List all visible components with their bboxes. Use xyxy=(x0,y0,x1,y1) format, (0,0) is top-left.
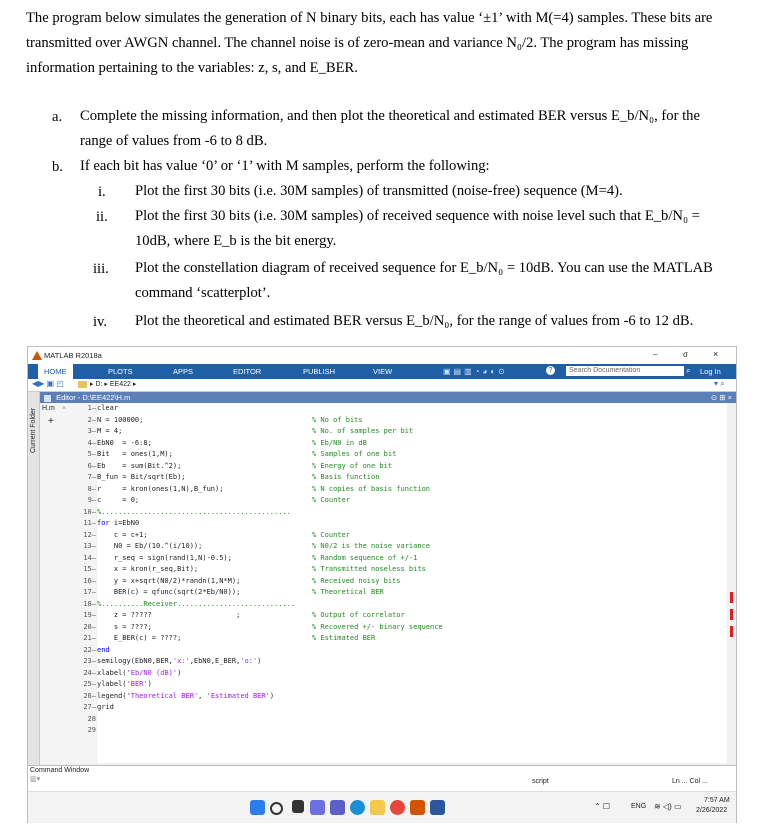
line-number: 2– xyxy=(87,415,96,424)
item-ii-line-2: 10dB, where E_b is the bit energy. xyxy=(135,233,337,249)
file-tab[interactable]: H.m xyxy=(42,405,55,412)
code-line[interactable] xyxy=(97,461,727,473)
code-text: EbN0 = -6:8; xyxy=(97,438,152,447)
part-a-label: a. xyxy=(52,109,63,125)
line-number: 25– xyxy=(83,680,96,688)
warning-marker[interactable] xyxy=(730,592,733,603)
window-title: MATLAB R2018a xyxy=(44,351,102,360)
code-comment: % Transmitted noseless bits xyxy=(312,565,426,573)
line-number: 8– xyxy=(87,484,96,493)
line-number: 13– xyxy=(83,542,96,550)
search-taskbar-icon[interactable] xyxy=(270,802,283,815)
code-text: c = c+1; xyxy=(97,530,148,539)
tab-plots[interactable]: PLOTS xyxy=(108,367,133,376)
code-text: s = ????; xyxy=(97,622,152,631)
code-line[interactable] xyxy=(97,541,727,553)
code-text: E_BER(c) = ????; xyxy=(97,634,182,642)
line-number: 26– xyxy=(83,691,96,700)
code-comment: % Basis function xyxy=(312,473,380,481)
network-volume-battery-icons[interactable]: ≋ ◁) ▭ xyxy=(654,802,682,811)
part-a-line-1: Complete the missing information, and then plot the theoretical and estimated BER versus E_b/N₀, for the xyxy=(80,108,700,124)
code-line[interactable] xyxy=(97,576,727,588)
code-line[interactable] xyxy=(97,587,727,599)
item-iii-label: iii. xyxy=(93,261,109,277)
widgets-icon[interactable] xyxy=(310,800,325,815)
item-ii xyxy=(135,204,738,254)
code-text: clear xyxy=(97,404,119,412)
item-iii xyxy=(135,256,738,306)
maximize-button[interactable]: σ xyxy=(683,350,688,359)
part-b-label: b. xyxy=(52,159,63,175)
code-line[interactable] xyxy=(97,426,727,438)
line-number: 24– xyxy=(83,668,96,677)
current-folder-sidebar[interactable] xyxy=(28,392,40,804)
code-line[interactable] xyxy=(97,610,727,622)
part-a-line-2: range of values from -6 to 8 dB. xyxy=(80,133,268,149)
code-text: y = x+sqrt(N0/2)*randn(1,N*M); xyxy=(97,576,241,585)
line-number: 16– xyxy=(83,576,96,585)
toolbar-icons[interactable]: ▣▤▥◔◕◐⊙ xyxy=(443,367,508,376)
code-text: end xyxy=(97,645,110,654)
line-number: 7– xyxy=(87,473,96,481)
item-iv-line-1: Plot the theoretical and estimated BER versus E_b/N₀, for the range of values from -6 to 12 dB. xyxy=(135,313,694,329)
code-comment: % Recovered +/- binary sequence xyxy=(312,622,443,631)
item-iv-label: iv. xyxy=(93,314,108,330)
warning-marker[interactable] xyxy=(730,609,733,620)
intro-line-3: information pertaining to the variables: z, s, and E_BER. xyxy=(26,60,358,76)
language-indicator[interactable]: ENG xyxy=(631,803,647,810)
clock-date[interactable]: 2/26/2022 xyxy=(696,807,728,814)
code-text: Bit = ones(1,M); xyxy=(97,450,173,458)
code-line[interactable] xyxy=(97,668,727,680)
code-text: xlabel('Eb/N0 (dB)') xyxy=(97,668,182,677)
code-line[interactable] xyxy=(97,449,727,461)
code-line[interactable] xyxy=(97,438,727,450)
code-text: semilogy(EbN0,BER,'x:',EbN0,E_BER,'o:') xyxy=(97,657,262,665)
code-text: B_fun = Bit/sqrt(Eb); xyxy=(97,473,186,481)
nav-arrows-icon[interactable]: ◀▶ ▣ ◰ xyxy=(32,379,64,388)
code-line[interactable] xyxy=(97,599,727,611)
code-text: ylabel('BER') xyxy=(97,680,152,688)
line-number: 15– xyxy=(83,565,96,573)
current-folder-label[interactable]: Current Folder xyxy=(30,407,37,453)
line-number: 17– xyxy=(83,588,96,596)
code-text: N0 = Eb/(10.^(i/10)); xyxy=(97,542,203,550)
line-numbers xyxy=(70,403,96,763)
code-line[interactable] xyxy=(97,633,727,645)
code-text: c = 0; xyxy=(97,496,140,504)
code-text: grid xyxy=(97,703,114,711)
code-line[interactable] xyxy=(97,564,727,576)
item-iv xyxy=(135,309,738,334)
code-comment: % Energy of one bit xyxy=(312,461,393,470)
code-editor[interactable] xyxy=(97,403,727,763)
code-comment: % Output of correlator xyxy=(312,611,405,619)
code-text: N = 100000; xyxy=(97,415,144,424)
line-number: 10– xyxy=(83,507,96,516)
address-bar xyxy=(28,379,736,392)
code-text: r_seq = sign(rand(1,N)-0.5); xyxy=(97,553,232,562)
tab-editor[interactable]: EDITOR xyxy=(233,367,262,376)
chevron-down-icon[interactable]: ▾ ⌕ xyxy=(714,379,725,388)
line-number: 27– xyxy=(83,703,96,711)
code-line[interactable] xyxy=(97,553,727,565)
code-line[interactable] xyxy=(97,645,727,657)
help-icon[interactable]: ? xyxy=(546,366,555,375)
code-line[interactable] xyxy=(97,691,727,703)
code-text: M = 4; xyxy=(97,427,123,435)
editor-window-controls[interactable]: ⊙ ⊞ × xyxy=(710,393,732,402)
close-tab-icon[interactable]: × xyxy=(62,405,67,412)
minimize-button[interactable]: – xyxy=(653,350,658,359)
tab-publish[interactable]: PUBLISH xyxy=(303,367,336,376)
line-number: 18– xyxy=(83,599,96,608)
code-comment: % No of bits xyxy=(312,415,363,424)
problem-statement xyxy=(26,6,738,81)
word-icon[interactable] xyxy=(430,800,445,815)
line-number: 6– xyxy=(87,461,96,470)
tray-icons[interactable]: ⌃ ☐ xyxy=(594,802,611,811)
chat-icon[interactable] xyxy=(330,800,345,815)
search-input[interactable]: Search Documentation xyxy=(566,366,684,376)
code-comment: % Estimated BER xyxy=(312,634,376,642)
line-number: 22– xyxy=(83,645,96,654)
code-text: x = kron(r_seq,Bit); xyxy=(97,565,199,573)
code-line[interactable] xyxy=(97,530,727,542)
code-text: z = ????? ; xyxy=(97,611,241,619)
code-comment: % Theoretical BER xyxy=(312,588,384,596)
code-text: legend('Theoretical BER', 'Estimated BER') xyxy=(97,691,275,700)
code-comment: % Received noisy bits xyxy=(312,576,401,585)
chrome-icon[interactable] xyxy=(390,800,405,815)
tab-home[interactable]: HOME xyxy=(38,364,73,379)
cursor-position: Ln ... Col ... xyxy=(672,778,708,785)
title-bar xyxy=(28,347,736,364)
folder-icon xyxy=(78,381,87,388)
editor-header xyxy=(40,392,736,403)
tab-view[interactable]: VIEW xyxy=(373,367,393,376)
code-text: for i=EbN0 xyxy=(97,519,140,527)
item-i-label: i. xyxy=(98,184,106,200)
edge-icon[interactable] xyxy=(350,800,365,815)
code-line[interactable] xyxy=(97,484,727,496)
clock-time[interactable]: 7:57 AM xyxy=(704,797,730,804)
matlab-taskbar-icon[interactable] xyxy=(410,800,425,815)
line-number: 5– xyxy=(87,450,96,458)
part-a xyxy=(80,104,738,154)
code-text: r = kron(ones(1,N),B_fun); xyxy=(97,484,224,493)
add-tab-icon[interactable]: + xyxy=(48,416,54,427)
warning-marker[interactable] xyxy=(730,626,733,637)
start-icon[interactable] xyxy=(250,800,265,815)
intro-line-2: transmitted over AWGN channel. The channel noise is of zero-mean and variance N₀/2. The program has missing xyxy=(26,35,689,51)
line-number: 12– xyxy=(83,530,96,539)
code-text: BER(c) = qfunc(sqrt(2*Eb/N0)); xyxy=(97,588,241,596)
code-line[interactable] xyxy=(97,714,727,726)
code-line[interactable] xyxy=(97,725,727,737)
code-line[interactable] xyxy=(97,518,727,530)
code-comment: % Eb/N0 in dB xyxy=(312,438,367,447)
code-line[interactable] xyxy=(97,472,727,484)
intro-line-1: The program below simulates the generation of N binary bits, each has value ‘±1’ with M(=4) samples. These bits are xyxy=(26,10,713,26)
code-comment: % N0/2 is the noise variance xyxy=(312,542,431,550)
command-window-title: Command Window xyxy=(30,767,90,774)
tab-apps[interactable]: APPS xyxy=(173,367,194,376)
login-link[interactable]: Log In xyxy=(700,367,721,376)
line-number: 21– xyxy=(83,634,96,642)
editor-file-tabs xyxy=(40,403,70,813)
line-number: 23– xyxy=(83,657,96,665)
code-comment: % Samples of one bit xyxy=(312,450,397,458)
file-type: script xyxy=(532,778,549,785)
item-ii-label: ii. xyxy=(96,209,108,225)
item-i xyxy=(135,179,735,204)
line-number: 14– xyxy=(83,553,96,562)
code-comment: % Random sequence of +/-1 xyxy=(312,553,418,562)
editor-icon xyxy=(44,395,51,402)
line-number: 29 xyxy=(87,726,96,734)
line-number: 11– xyxy=(83,519,96,527)
code-comment: % No. of samples per bit xyxy=(312,427,414,435)
status-bar xyxy=(28,777,736,789)
line-number: 3– xyxy=(87,427,96,435)
item-ii-line-1: Plot the first 30 bits (i.e. 30M samples) of received sequence with noise level such that E_b/N₀ = xyxy=(135,208,700,224)
item-i-line-1: Plot the first 30 bits (i.e. 30M samples) of transmitted (noise-free) sequence (M=4). xyxy=(135,183,623,199)
line-number: 28 xyxy=(87,714,96,723)
search-icon[interactable]: ⌕ xyxy=(686,366,691,375)
part-b-text: If each bit has value ‘0’ or ‘1’ with M samples, perform the following: xyxy=(80,158,490,174)
code-line[interactable] xyxy=(97,403,727,415)
code-comment: % N copies of basis function xyxy=(312,484,431,493)
close-button[interactable]: × xyxy=(713,349,719,359)
editor-title: Editor - D:\EE422\H.m xyxy=(56,393,131,402)
ribbon-tabs xyxy=(28,364,736,379)
code-comment: %..........Receiver............................ xyxy=(97,599,296,608)
task-view-icon[interactable] xyxy=(292,800,304,813)
current-path[interactable]: ▸ D: ▸ EE422 ▸ xyxy=(90,381,137,388)
line-number: 19– xyxy=(83,611,96,619)
item-iii-line-2: command ‘scatterplot’. xyxy=(135,285,271,301)
line-number: 20– xyxy=(83,622,96,631)
code-line[interactable] xyxy=(97,507,727,519)
code-comment: % Counter xyxy=(312,530,350,539)
line-number: 9– xyxy=(87,496,96,504)
matlab-window xyxy=(27,346,737,823)
code-line[interactable] xyxy=(97,679,727,691)
code-comment: %............................................. xyxy=(97,507,291,516)
windows-taskbar xyxy=(28,791,736,823)
code-text: Eb = sum(Bit.^2); xyxy=(97,461,182,470)
command-window-options-icon[interactable]: ▥▾ xyxy=(30,776,41,783)
line-number: 1– xyxy=(87,404,96,412)
file-explorer-icon[interactable] xyxy=(370,800,385,815)
code-line[interactable] xyxy=(97,415,727,427)
matlab-logo-icon xyxy=(32,351,42,360)
item-iii-line-1: Plot the constellation diagram of received sequence for E_b/N₀ = 10dB. You can use the MATLAB xyxy=(135,260,713,276)
code-line[interactable] xyxy=(97,495,727,507)
code-comment: % Counter xyxy=(312,496,350,504)
code-line[interactable] xyxy=(97,622,727,634)
line-number: 4– xyxy=(87,438,96,447)
code-line[interactable] xyxy=(97,702,727,714)
code-line[interactable] xyxy=(97,656,727,668)
